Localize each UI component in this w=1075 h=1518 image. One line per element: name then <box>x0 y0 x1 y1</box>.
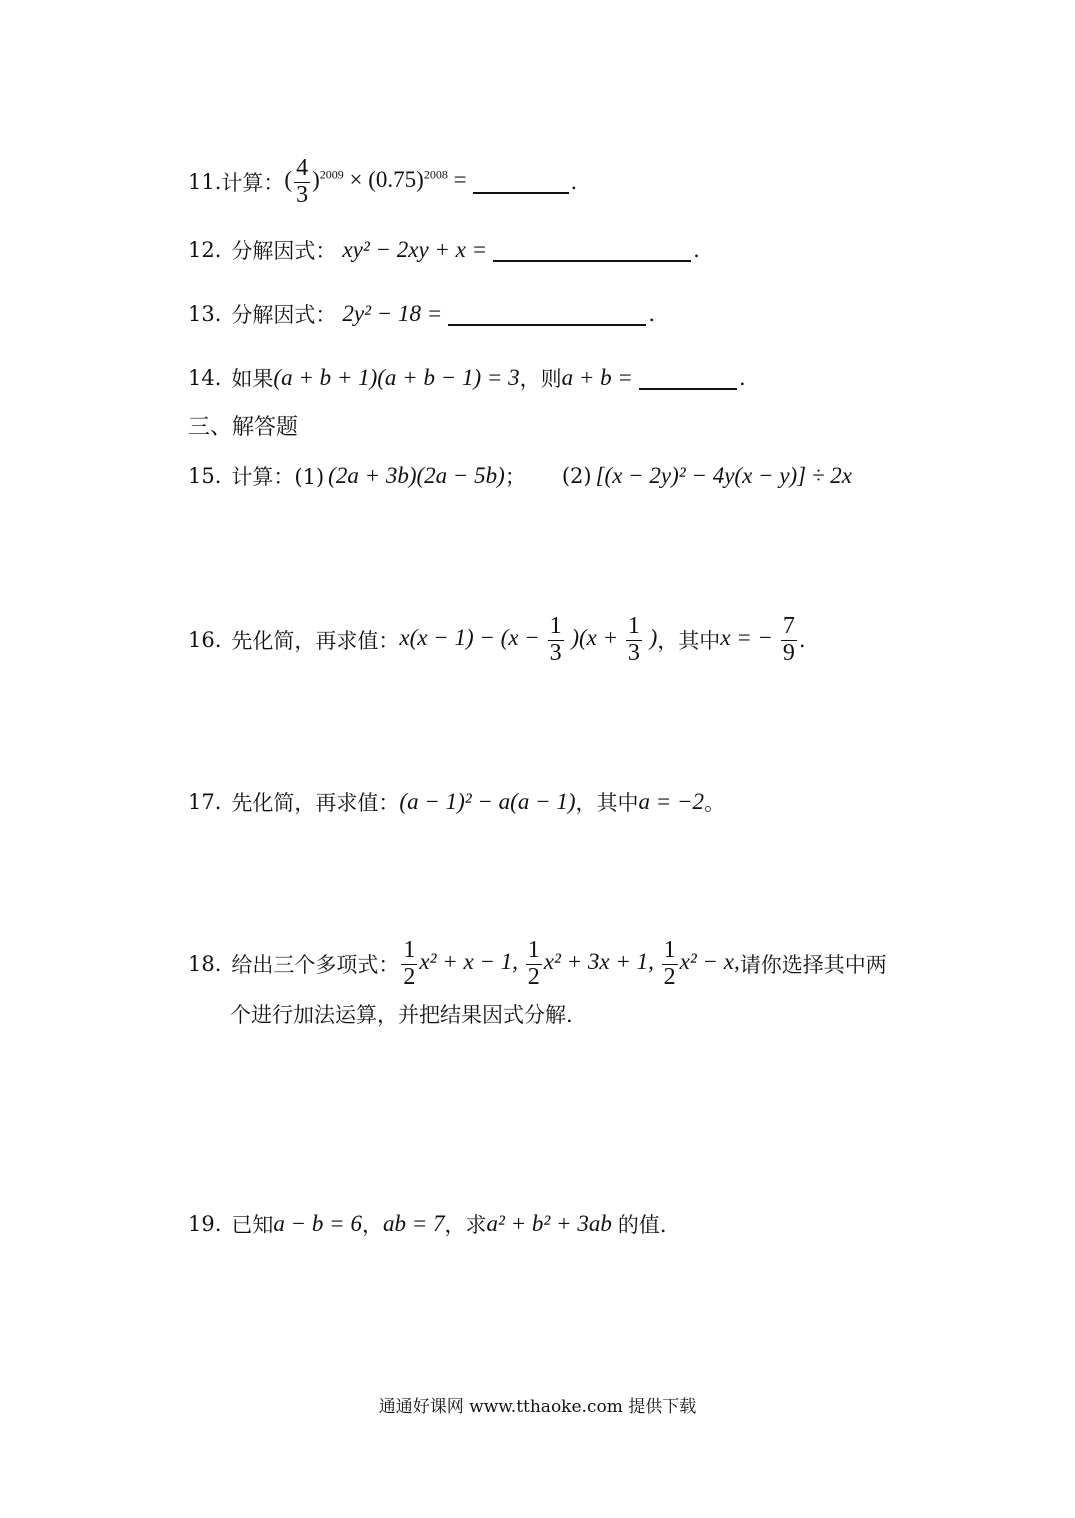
question-label: 给出三个多项式： <box>231 953 400 977</box>
question-label: 分解因式： <box>231 303 337 327</box>
question-label: 已知 <box>231 1213 274 1237</box>
math-expression: (2a + 3b)(2a − 5b) <box>328 463 505 488</box>
fraction: $\frac{1}{2}$ <box>403 937 416 990</box>
section-heading: 三、解答题 <box>188 415 299 440</box>
fraction: $\frac{1}{2}$ <box>663 937 676 990</box>
question-number: 13. <box>188 302 222 326</box>
math-expression: x = − $\frac{7}{9}$ <box>720 613 795 666</box>
math-expression: (a − 1)² − a(a − 1) <box>399 789 576 814</box>
math-expression: xy² − 2xy + x = <box>342 237 488 262</box>
question-label: 先化简，再求值： <box>231 629 400 653</box>
question-number: 12. <box>188 238 222 262</box>
question-number: 19. <box>188 1212 222 1236</box>
fraction: $\frac{4}{3}$ <box>296 155 309 208</box>
answer-blank[interactable] <box>448 302 646 326</box>
question-18-continuation: 个进行加法运算，并把结果因式分解. <box>230 1003 573 1027</box>
question-label: 计算：(1) <box>231 465 325 489</box>
page-footer: 通通好课网 www.tthaoke.com 提供下载 <box>378 1397 697 1417</box>
question-19: 19. 已知 a − b = 6 ， ab = 7 ，求 a² + b² + 3ab 的值. <box>188 1211 667 1237</box>
question-15: 15. 计算：(1) (2a + 3b)(2a − 5b) ； (2) [(x − 2y)² − 4y(x − y)] ÷ 2x <box>188 463 852 489</box>
question-number: 17. <box>188 790 222 814</box>
fraction: $\frac{1}{3}$ <box>549 613 562 666</box>
math-expression: ab = 7 <box>382 1211 445 1236</box>
question-number: 15. <box>188 464 222 488</box>
answer-blank[interactable] <box>473 170 569 194</box>
math-expression: 2y² − 18 = <box>342 301 443 326</box>
fraction: $\frac{1}{3}$ <box>627 613 640 666</box>
question-number: 11. <box>188 170 222 194</box>
question-label: 先化简，再求值： <box>231 791 400 815</box>
question-18: 18. 给出三个多项式： $\frac{1}{2}$ x² + x − 1, $\frac{1}{2}$ x² + 3x + 1, $\frac{1}{2}$ x² − x, 请你选择其中两 <box>188 937 887 990</box>
question-14: 14. 如果 (a + b + 1)(a + b − 1) = 3 ，则 a + b = . <box>188 365 746 391</box>
answer-blank[interactable] <box>639 366 737 390</box>
question-11: 11. 计算： ( $\frac{4}{3}$ )$^{2009} \times (0.75)^{2008}$ = . <box>188 155 578 208</box>
math-expression: a + b = <box>561 365 633 390</box>
question-number: 18. <box>188 952 222 976</box>
question-17: 17. 先化简，再求值： (a − 1)² − a(a − 1) ，其中 a = −2 。 <box>188 789 726 815</box>
math-expression: x(x − 1) − (x − $\frac{1}{3}$ )(x + $\frac{1}{3}$ ) <box>399 613 658 666</box>
math-expression: a = −2 <box>638 789 705 814</box>
answer-blank[interactable] <box>493 238 691 262</box>
math-expression: [(x − 2y)² − 4y(x − y)] ÷ 2x <box>595 463 852 488</box>
question-label: 如果 <box>231 367 274 391</box>
question-number: 14. <box>188 366 222 390</box>
question-label: 分解因式： <box>231 239 337 263</box>
math-expression: a² + b² + 3ab <box>486 1211 612 1236</box>
math-expression: (a + b + 1)(a + b − 1) = 3 <box>273 365 520 390</box>
math-expression: a − b = 6 <box>273 1211 362 1236</box>
fraction: $\frac{7}{9}$ <box>782 613 795 666</box>
math-expression: $\frac{1}{2}$ x² + x − 1, $\frac{1}{2}$ x² + 3x + 1, $\frac{1}{2}$ x² − x, <box>403 937 740 990</box>
question-number: 16. <box>188 628 222 652</box>
question-12: 12. 分解因式： xy² − 2xy + x = . <box>188 237 700 263</box>
math-expression: ( $\frac{4}{3}$ )$^{2009} \times (0.75)^{2008}$ = <box>284 155 467 208</box>
question-13: 13. 分解因式： 2y² − 18 = . <box>188 301 655 327</box>
question-label: 计算： <box>221 171 285 195</box>
fraction: $\frac{1}{2}$ <box>527 937 540 990</box>
question-16: 16. 先化简，再求值： x(x − 1) − (x − $\frac{1}{3}$ )(x + $\frac{1}{3}$ ) ，其中 x = − $\frac{7}{9}$ . <box>188 613 806 666</box>
